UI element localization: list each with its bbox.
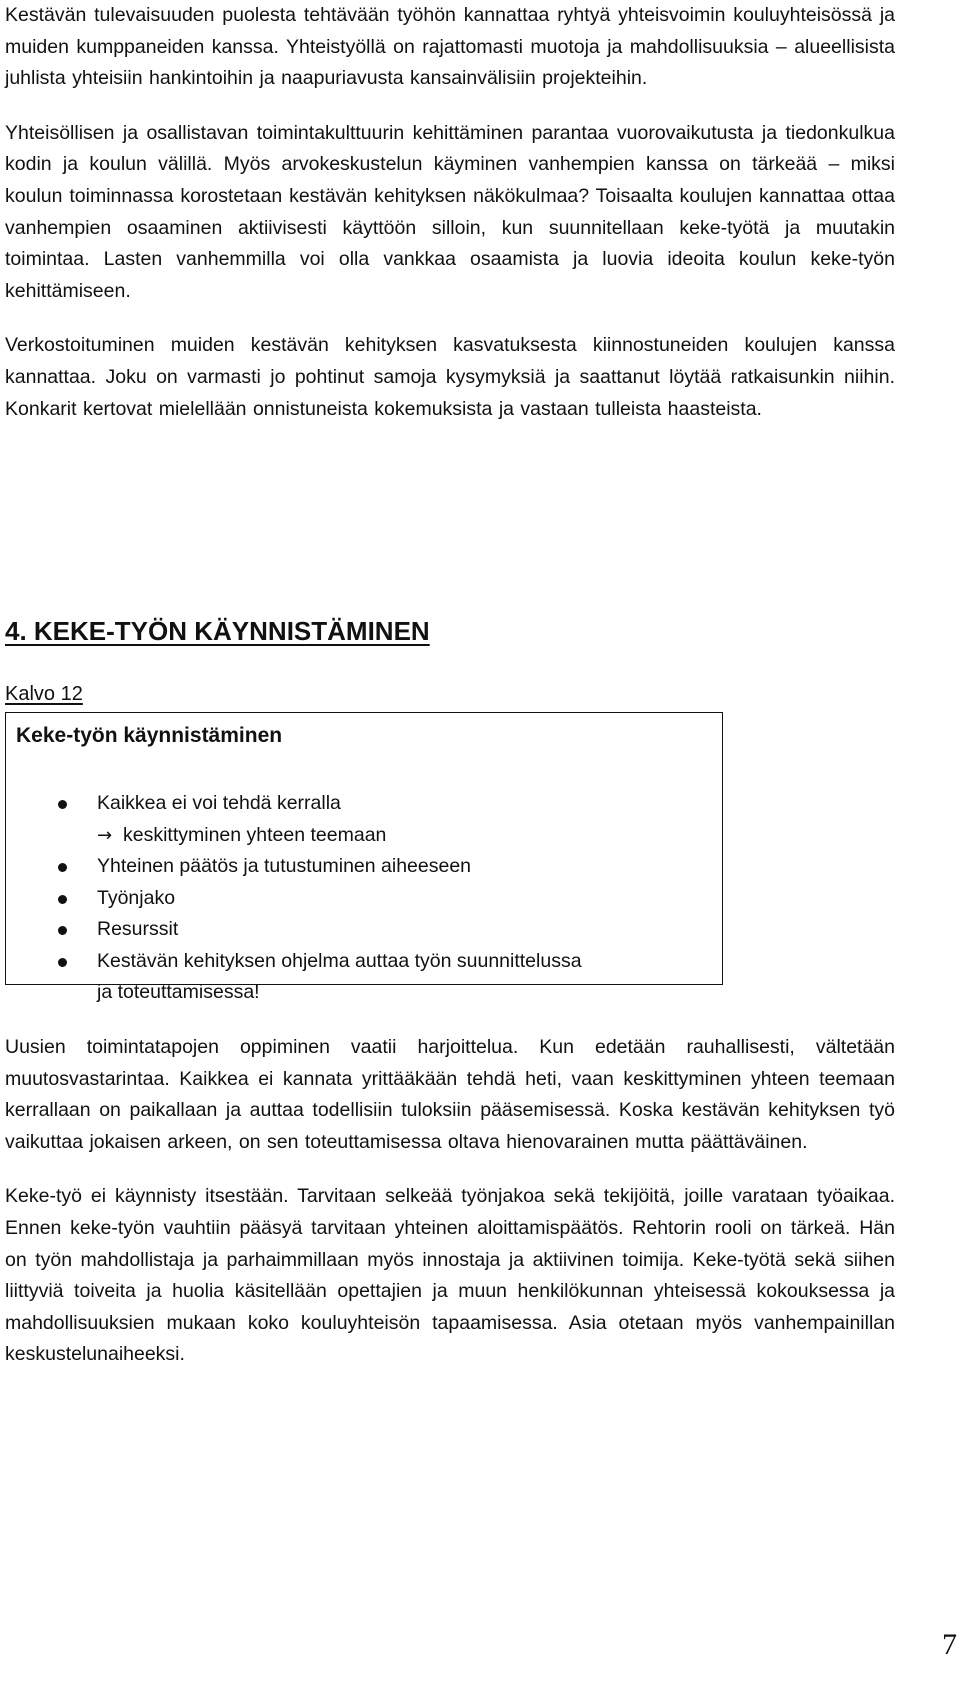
bullet-text: Kestävän kehityksen ohjelma auttaa työn suunnittelussa [97,949,582,972]
bullet-item-5 [6,946,722,978]
slide-bullet-list [6,788,722,1009]
bullet-item-5-continuation [6,977,722,1009]
bullet-dot-icon [58,926,67,935]
slide-box [5,712,723,1003]
bullet-item-2 [6,851,722,883]
intro-section [5,0,895,425]
paragraph-startup: Keke-työ ei käynnisty itsestään. Tarvitaan selkeää työnjakoa sekä tekijöitä, joille varataan työaikaa. Ennen keke-työn vauhtiin pääsyä tarvitaan yhteinen aloittamispäätös. Rehtorin rooli on tärkeä. Hän on työn mahdollistaja ja parhaimmillaan myös innostaja ja aktiivinen toimija. Keke-työtä sekä siihen liittyviä toiveita ja huolia käsitellään opettajien ja muun henkilökunnan yhteisessä kokouksessa ja mahdollisuuksien mukaan koko kouluyhteisön tapaamisessa. Asia otetaan myös vanhempainillan keskustelunaiheeksi. [5,1185,895,1366]
bullet-text: Yhteinen päätös ja tutustuminen aiheeseen [97,855,472,877]
paragraph-community-culture: Yhteisöllisen ja osallistavan toimintakulttuurin kehittäminen parantaa vuorovaikutusta ja tiedonkulkua kodin ja koulun välillä. Myös arvokeskustelun käyminen vanhempien kanssa on tärkeää – miksi koulun toiminnassa korostetaan kestävän kehityksen näkökulmaa? Toisaalta koulujen kannattaa ottaa vanhempien osaaminen aktiivisesti käyttöön silloin, kun suunnitellaan keke-työtä ja muutakin toimintaa. Lasten vanhemmilla voi olla vankkaa osaamista ja luovia ideoita koulun keke-työn kehittämiseen. [5,121,895,302]
bullet-item-1 [6,788,722,820]
paragraph-cooperation: Kestävän tulevaisuuden puolesta tehtävään työhön kannattaa ryhtyä yhteisvoimin kouluyhteisössä ja muiden kumppaneiden kanssa. Yhteistyöllä on rajattomasti muotoja ja mahdollisuuksia – alueellisista juhlista yhteisiin hankintoihin ja naapuriavusta kansainvälisiin projekteihin. [5,4,895,90]
bullet-text: Työnjako [97,886,176,909]
arrow-right-icon: → [97,824,113,846]
slide-label: Kalvo 12 [5,683,83,705]
bullet-text: Kaikkea ei voi tehdä kerralla [97,792,341,814]
slide-title: Keke-työn käynnistäminen [16,724,283,747]
section-title: 4. KEKE-TYÖN KÄYNNISTÄMINEN [5,616,430,646]
paragraph-networking: Verkostoituminen muiden kestävän kehityksen kasvatuksesta kiinnostuneiden koulujen kanssa kannattaa. Joku on varmasti jo pohtinut samoja kysymyksiä ja saattanut löytää ratkaisunkin niihin. Konkarit kertovat mielellään onnistuneista kokemuksista ja vastaan tulleista haasteista. [5,334,895,420]
bottom-section [5,1032,895,1371]
slide-label-wrap [5,681,83,707]
bullet-text: ja toteuttamisessa! [97,981,260,1003]
paragraph-learning: Uusien toimintatapojen oppiminen vaatii harjoittelua. Kun edetään rauhallisesti, vältetään muutosvastarintaa. Kaikkea ei kannata yrittääkään tehdä heti, vaan keskittyminen yhteen teemaan kerrallaan on paikallaan ja auttaa todellisiin tuloksiin pääsemisessä. Koska kestävän kehityksen työ vaikuttaa jokaisen arkeen, on sen toteuttamisessa oltava hienovarainen mutta päättäväinen. [5,1036,895,1153]
bullet-dot-icon [58,800,67,809]
bullet-dot-icon [58,958,67,967]
bullet-dot-icon [58,863,67,872]
bullet-dot-icon [58,895,67,904]
bullet-item-4 [6,914,722,946]
bullet-sub-text: keskittyminen yhteen teemaan [123,823,387,846]
bullet-item-3 [6,883,722,915]
bullet-text: Resurssit [97,918,179,940]
bullet-sub-item [6,820,722,852]
page-number: 7 [942,1628,957,1661]
